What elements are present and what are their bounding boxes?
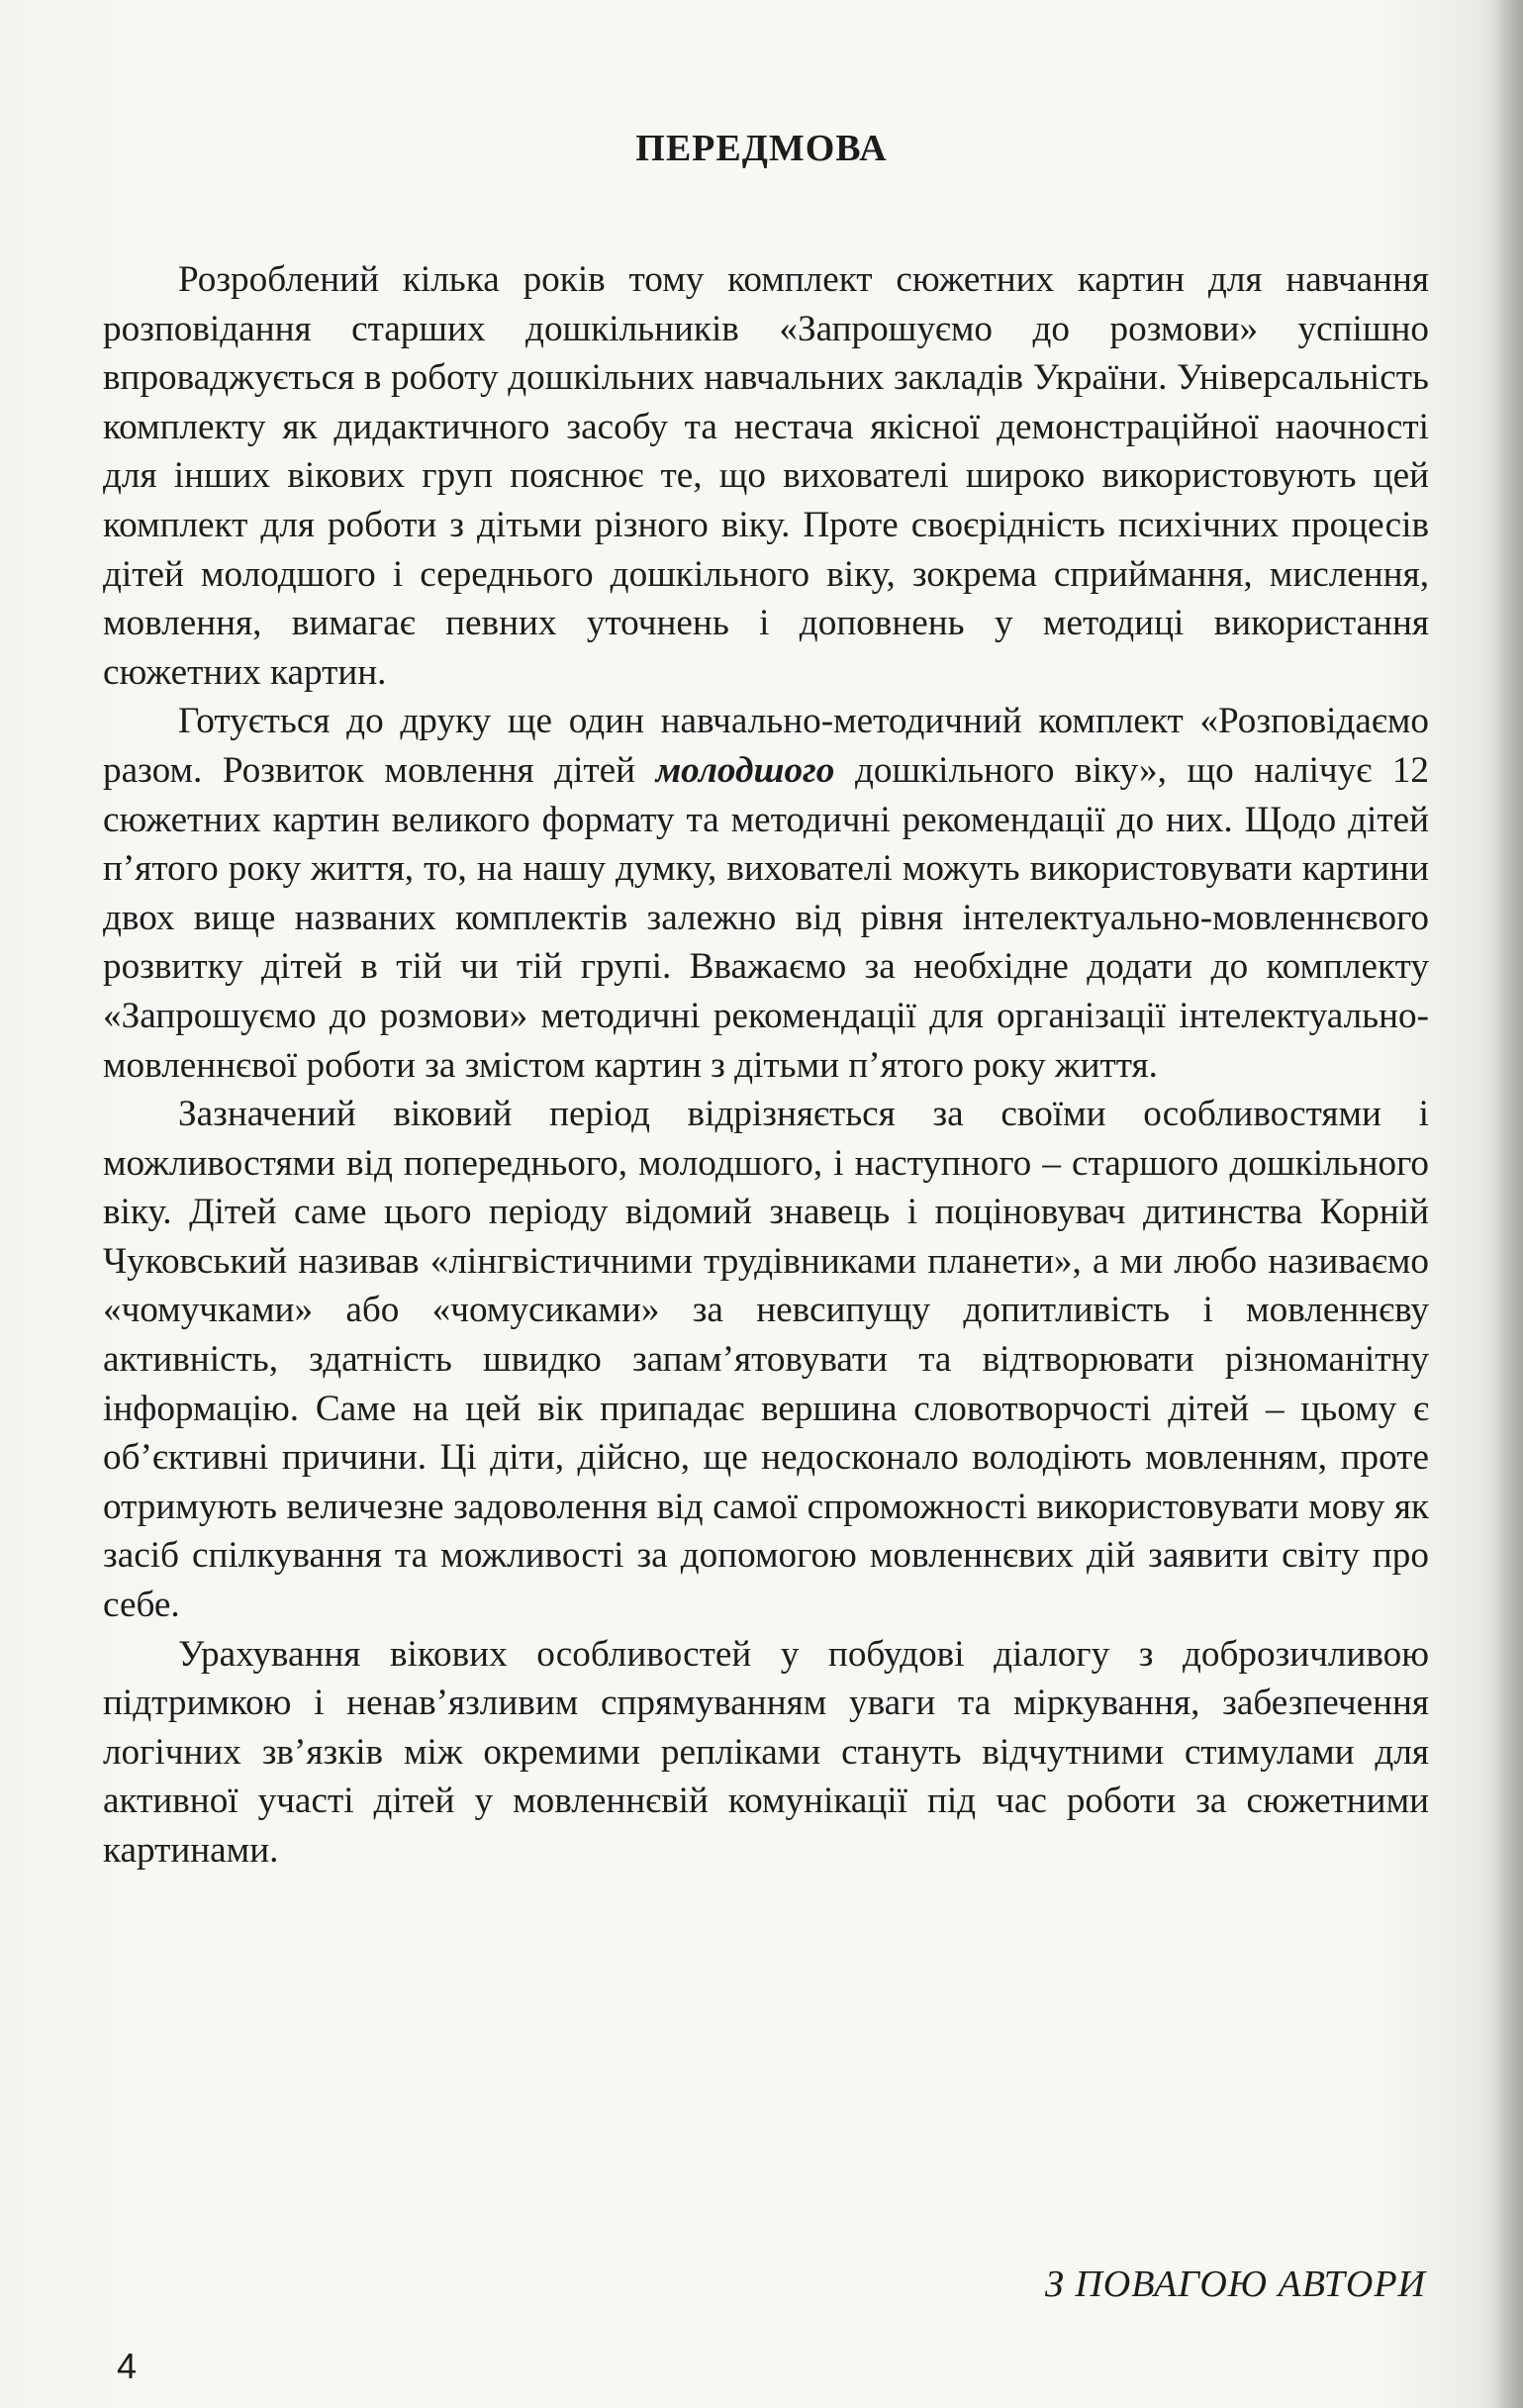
paragraph-1: Розроблений кілька років тому комплект сюжетних картин для навчання розповідання старших дошкільників «Запрошуємо до розмови» успішно впроваджується в роботу дошкільних навчальних закладів України. Універсальність комплекту як дидактичного засобу та нестача якісної демонстраційної наочності для інших вікових груп пояснює те, що вихователі широко використовують цей комплект для роботи з дітьми різного віку. Проте своєрідність психічних процесів дітей молодшого і середнього дошкільного віку, зокрема сприймання, мислення, мовлення, вимагає певних уточнень і доповнень у методиці використання сюжетних картин. xyxy=(103,259,1429,693)
signature: З ПОВАГОЮ АВТОРИ xyxy=(1045,2264,1426,2305)
page-title: ПЕРЕДМОВА xyxy=(635,128,888,169)
spine-shadow xyxy=(1493,0,1523,2408)
paragraph-2 xyxy=(103,697,1429,1090)
paragraph-2-part-2: дошкільного віку», що налічує 12 сюжетних картин великого формату та методичні рекомендації до них. Щодо дітей п’ятого року життя, то, на нашу думку, вихователі можуть використовувати картини двох вище названих комплектів залежно від рівня інтелектуально-мовленнєвого розвитку дітей в тій чи тій групі. Вважаємо за необхідне додати до комплекту «Запрошуємо до розмови» методичні рекомендації для організації інтелектуально-мовленнєвої роботи за змістом картин з дітьми п’ятого року життя. xyxy=(103,749,1429,1086)
paragraph-2-emphasis: молодшого xyxy=(655,749,835,791)
paragraph-4: Урахування вікових особливостей у побудові діалогу з доброзичливою підтримкою і ненав’язливим спрямуванням уваги та міркування, забезпечення логічних зв’язків між окремими репліками стануть відчутними стимулами для активної участі дітей у мовленнєвій комунікації під час роботи за сюжетними картинами. xyxy=(103,1633,1429,1871)
paragraph-2-part-1: Готується до друку ще один навчально-методичний комплект «Розповідаємо разом. Розвиток мовлення дітей xyxy=(103,701,1429,791)
page-number: 4 xyxy=(117,2346,138,2386)
paragraph-3: Зазначений віковий період відрізняється за своїми особливостями і можливостями від попереднього, молодшого, і наступного – старшого дошкільного віку. Дітей саме цього періоду відомий знавець і поціновувач дитинства Корній Чуковський називав «лінгвістичними трудівниками планети», а ми любо називаємо «чомучками» або «чомусиками» за невсипущу допитливість і мовленнєву активність, здатність швидко запам’ятовувати та відтворювати різноманітну інформацію. Саме на цей вік припадає вершина словотворчості дітей – цьому є об’єктивні причини. Ці діти, дійсно, ще недосконало володіють мовленням, проте отримують величезне задоволення від самої спроможності використовувати мову як засіб спілкування та можливості за допомогою мовленнєвих дій заявити світу про себе. xyxy=(103,1094,1429,1626)
body-text xyxy=(103,255,1429,1876)
